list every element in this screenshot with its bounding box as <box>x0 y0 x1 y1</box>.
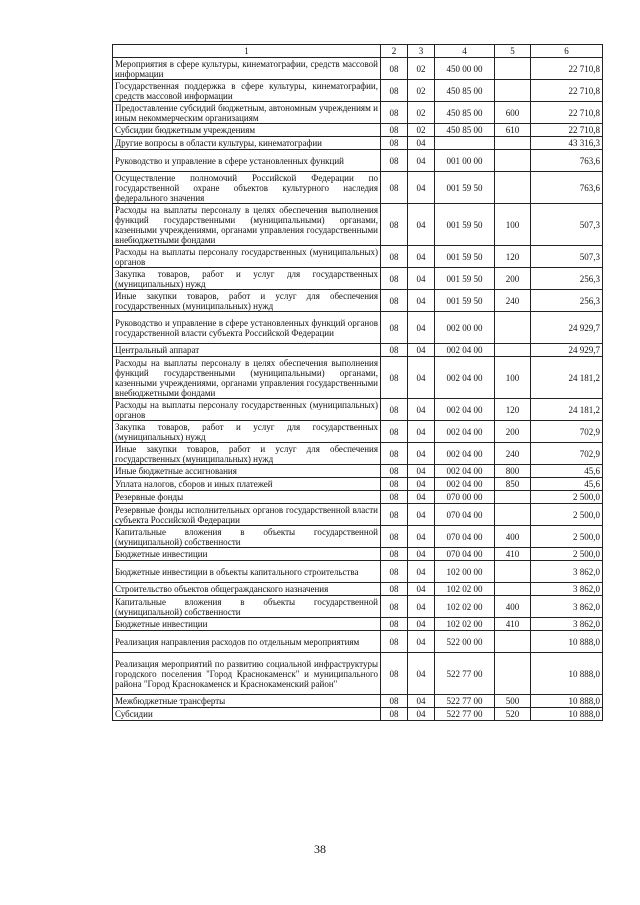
row-name: Субсидии бюджетным учреждениям <box>113 124 381 137</box>
row-subsection: 04 <box>408 150 435 172</box>
row-expense-type: 200 <box>495 268 531 290</box>
row-expense-type: 120 <box>495 246 531 268</box>
row-name: Мероприятия в сфере культуры, кинематографии, средств массовой информации <box>113 58 381 80</box>
table-row <box>113 708 603 721</box>
row-section: 08 <box>381 618 408 631</box>
row-target-item: 001 59 50 <box>435 172 495 204</box>
row-expense-type: 240 <box>495 290 531 312</box>
table-row <box>113 137 603 150</box>
table-row <box>113 653 603 695</box>
row-section: 08 <box>381 548 408 561</box>
row-amount: 256,3 <box>531 290 603 312</box>
budget-table <box>112 44 603 721</box>
row-amount: 507,3 <box>531 204 603 246</box>
row-name: Расходы на выплаты персоналу в целях обеспечения выполнения функций государственными (муниципальными) органами, казенными учреждениями, органами управления государственными внебюджетными фондами <box>113 204 381 246</box>
row-name: Субсидии <box>113 708 381 721</box>
row-target-item: 002 00 00 <box>435 312 495 344</box>
row-amount: 22 710,8 <box>531 124 603 137</box>
row-target-item: 450 85 00 <box>435 124 495 137</box>
row-section: 08 <box>381 102 408 124</box>
row-name: Строительство объектов общегражданского назначения <box>113 583 381 596</box>
table-row <box>113 312 603 344</box>
row-subsection: 02 <box>408 124 435 137</box>
row-name: Реализация мероприятий по развитию социальной инфраструктуры городского поселения "Город Краснокаменск" и муниципального района "Город Краснокаменск и Краснокаменский район" <box>113 653 381 695</box>
row-expense-type: 100 <box>495 204 531 246</box>
row-amount: 3 862,0 <box>531 561 603 583</box>
row-expense-type <box>495 491 531 504</box>
row-expense-type: 240 <box>495 443 531 465</box>
row-amount: 256,3 <box>531 268 603 290</box>
row-expense-type <box>495 561 531 583</box>
row-amount: 22 710,8 <box>531 102 603 124</box>
table-row <box>113 58 603 80</box>
row-amount: 43 316,3 <box>531 137 603 150</box>
row-section: 08 <box>381 58 408 80</box>
row-subsection: 02 <box>408 80 435 102</box>
row-name: Иные закупки товаров, работ и услуг для обеспечения государственных (муниципальных) нужд <box>113 443 381 465</box>
row-subsection: 04 <box>408 561 435 583</box>
row-section: 08 <box>381 312 408 344</box>
table-row <box>113 583 603 596</box>
row-name: Государственная поддержка в сфере культуры, кинематографии, средств массовой информации <box>113 80 381 102</box>
table-row <box>113 172 603 204</box>
table-row <box>113 596 603 618</box>
row-subsection: 04 <box>408 653 435 695</box>
row-amount: 3 862,0 <box>531 618 603 631</box>
row-expense-type: 200 <box>495 421 531 443</box>
header-section: 2 <box>381 45 408 58</box>
row-section: 08 <box>381 561 408 583</box>
row-target-item: 001 59 50 <box>435 268 495 290</box>
row-name: Капитальные вложения в объекты государственной (муниципальной) собственности <box>113 526 381 548</box>
row-target-item: 102 02 00 <box>435 583 495 596</box>
row-expense-type: 800 <box>495 465 531 478</box>
row-target-item: 450 85 00 <box>435 80 495 102</box>
row-section: 08 <box>381 465 408 478</box>
header-expense-type: 5 <box>495 45 531 58</box>
row-subsection: 04 <box>408 526 435 548</box>
row-amount: 3 862,0 <box>531 596 603 618</box>
row-section: 08 <box>381 596 408 618</box>
row-subsection: 04 <box>408 268 435 290</box>
table-row <box>113 246 603 268</box>
row-expense-type: 400 <box>495 526 531 548</box>
header-name: 1 <box>113 45 381 58</box>
row-name: Бюджетные инвестиции <box>113 548 381 561</box>
table-row <box>113 526 603 548</box>
row-name: Центральный аппарат <box>113 344 381 357</box>
row-target-item: 070 00 00 <box>435 491 495 504</box>
row-subsection: 04 <box>408 465 435 478</box>
row-amount: 2 500,0 <box>531 491 603 504</box>
table-row <box>113 421 603 443</box>
row-target-item: 102 02 00 <box>435 618 495 631</box>
row-section: 08 <box>381 124 408 137</box>
row-target-item: 001 00 00 <box>435 150 495 172</box>
table-row <box>113 290 603 312</box>
table-row <box>113 344 603 357</box>
row-amount: 2 500,0 <box>531 526 603 548</box>
row-subsection: 04 <box>408 290 435 312</box>
row-subsection: 04 <box>408 357 435 399</box>
row-name: Межбюджетные трансферты <box>113 695 381 708</box>
row-subsection: 04 <box>408 204 435 246</box>
row-section: 08 <box>381 290 408 312</box>
row-amount: 10 888,0 <box>531 631 603 653</box>
row-section: 08 <box>381 695 408 708</box>
row-name: Реализация направления расходов по отдельным мероприятиям <box>113 631 381 653</box>
row-subsection: 04 <box>408 246 435 268</box>
row-name: Расходы на выплаты персоналу государственных (муниципальных) органов <box>113 399 381 421</box>
row-name: Иные бюджетные ассигнования <box>113 465 381 478</box>
row-expense-type: 410 <box>495 618 531 631</box>
row-section: 08 <box>381 504 408 526</box>
row-target-item: 102 02 00 <box>435 596 495 618</box>
row-amount: 24 929,7 <box>531 312 603 344</box>
row-section: 08 <box>381 137 408 150</box>
row-target-item: 002 04 00 <box>435 478 495 491</box>
row-section: 08 <box>381 246 408 268</box>
row-target-item: 070 04 00 <box>435 548 495 561</box>
row-subsection: 04 <box>408 443 435 465</box>
row-target-item: 002 04 00 <box>435 443 495 465</box>
row-name: Расходы на выплаты персоналу государственных (муниципальных) органов <box>113 246 381 268</box>
row-target-item: 002 04 00 <box>435 344 495 357</box>
row-expense-type <box>495 172 531 204</box>
table-row <box>113 124 603 137</box>
row-amount: 763,6 <box>531 172 603 204</box>
row-amount: 2 500,0 <box>531 548 603 561</box>
row-name: Осуществление полномочий Российской Федерации по государственной охране объектов культурного наследия федерального значения <box>113 172 381 204</box>
row-amount: 3 862,0 <box>531 583 603 596</box>
row-subsection: 04 <box>408 312 435 344</box>
row-section: 08 <box>381 583 408 596</box>
row-subsection: 04 <box>408 583 435 596</box>
row-subsection: 04 <box>408 344 435 357</box>
row-subsection: 04 <box>408 548 435 561</box>
row-name: Предоставление субсидий бюджетным, автономным учреждениям и иным некоммерческим организациям <box>113 102 381 124</box>
row-expense-type: 610 <box>495 124 531 137</box>
row-expense-type: 850 <box>495 478 531 491</box>
table-row <box>113 443 603 465</box>
row-subsection: 04 <box>408 618 435 631</box>
row-subsection: 04 <box>408 399 435 421</box>
row-subsection: 04 <box>408 631 435 653</box>
row-amount: 507,3 <box>531 246 603 268</box>
row-section: 08 <box>381 344 408 357</box>
row-expense-type: 600 <box>495 102 531 124</box>
row-amount: 22 710,8 <box>531 58 603 80</box>
row-subsection: 02 <box>408 58 435 80</box>
row-name: Капитальные вложения в объекты государственной (муниципальной) собственности <box>113 596 381 618</box>
row-name: Руководство и управление в сфере установленных функций <box>113 150 381 172</box>
row-section: 08 <box>381 708 408 721</box>
row-expense-type <box>495 80 531 102</box>
row-name: Руководство и управление в сфере установленных функций органов государственной власти субъекта Российской Федерации <box>113 312 381 344</box>
row-expense-type <box>495 631 531 653</box>
row-target-item: 001 59 50 <box>435 204 495 246</box>
header-amount: 6 <box>531 45 603 58</box>
table-row <box>113 204 603 246</box>
row-target-item: 070 04 00 <box>435 504 495 526</box>
row-amount: 10 888,0 <box>531 708 603 721</box>
row-subsection: 04 <box>408 491 435 504</box>
row-expense-type: 100 <box>495 357 531 399</box>
row-expense-type: 400 <box>495 596 531 618</box>
row-subsection: 04 <box>408 708 435 721</box>
row-target-item: 522 77 00 <box>435 653 495 695</box>
table-row <box>113 399 603 421</box>
row-expense-type <box>495 653 531 695</box>
row-section: 08 <box>381 80 408 102</box>
row-section: 08 <box>381 150 408 172</box>
row-expense-type <box>495 137 531 150</box>
row-target-item: 450 85 00 <box>435 102 495 124</box>
table-row <box>113 268 603 290</box>
row-section: 08 <box>381 204 408 246</box>
row-target-item <box>435 137 495 150</box>
row-expense-type <box>495 312 531 344</box>
row-target-item: 002 04 00 <box>435 357 495 399</box>
row-name: Уплата налогов, сборов и иных платежей <box>113 478 381 491</box>
row-name: Бюджетные инвестиции в объекты капитального строительства <box>113 561 381 583</box>
row-subsection: 04 <box>408 478 435 491</box>
row-target-item: 102 00 00 <box>435 561 495 583</box>
table-row <box>113 618 603 631</box>
row-section: 08 <box>381 526 408 548</box>
row-subsection: 04 <box>408 504 435 526</box>
row-section: 08 <box>381 491 408 504</box>
row-expense-type <box>495 504 531 526</box>
table-row <box>113 631 603 653</box>
row-section: 08 <box>381 399 408 421</box>
row-name: Бюджетные инвестиции <box>113 618 381 631</box>
row-expense-type <box>495 583 531 596</box>
row-amount: 24 181,2 <box>531 399 603 421</box>
row-target-item: 450 00 00 <box>435 58 495 80</box>
row-amount: 702,9 <box>531 443 603 465</box>
row-expense-type <box>495 58 531 80</box>
row-section: 08 <box>381 357 408 399</box>
row-target-item: 001 59 50 <box>435 290 495 312</box>
row-target-item: 522 00 00 <box>435 631 495 653</box>
row-amount: 702,9 <box>531 421 603 443</box>
row-name: Закупка товаров, работ и услуг для государственных (муниципальных) нужд <box>113 268 381 290</box>
row-expense-type <box>495 150 531 172</box>
row-expense-type: 120 <box>495 399 531 421</box>
row-subsection: 04 <box>408 172 435 204</box>
row-amount: 45,6 <box>531 478 603 491</box>
row-subsection: 04 <box>408 137 435 150</box>
row-target-item: 522 77 00 <box>435 708 495 721</box>
row-expense-type: 410 <box>495 548 531 561</box>
row-section: 08 <box>381 421 408 443</box>
row-target-item: 002 04 00 <box>435 399 495 421</box>
table-row <box>113 504 603 526</box>
row-amount: 45,6 <box>531 465 603 478</box>
row-amount: 2 500,0 <box>531 504 603 526</box>
table-row <box>113 548 603 561</box>
table-row <box>113 561 603 583</box>
row-expense-type: 520 <box>495 708 531 721</box>
row-target-item: 002 04 00 <box>435 421 495 443</box>
row-subsection: 04 <box>408 421 435 443</box>
row-amount: 22 710,8 <box>531 80 603 102</box>
row-section: 08 <box>381 268 408 290</box>
header-subsection: 3 <box>408 45 435 58</box>
header-target-item: 4 <box>435 45 495 58</box>
row-amount: 10 888,0 <box>531 695 603 708</box>
row-name: Иные закупки товаров, работ и услуг для обеспечения государственных (муниципальных) нужд <box>113 290 381 312</box>
row-target-item: 070 04 00 <box>435 526 495 548</box>
row-subsection: 02 <box>408 102 435 124</box>
table-row <box>113 491 603 504</box>
table-row <box>113 478 603 491</box>
row-amount: 763,6 <box>531 150 603 172</box>
row-section: 08 <box>381 631 408 653</box>
row-name: Резервные фонды исполнительных органов государственной власти субъекта Российской Федерации <box>113 504 381 526</box>
row-section: 08 <box>381 443 408 465</box>
row-name: Другие вопросы в области культуры, кинематографии <box>113 137 381 150</box>
table-header-row <box>113 45 603 58</box>
row-subsection: 04 <box>408 596 435 618</box>
table-row <box>113 150 603 172</box>
table-row <box>113 357 603 399</box>
row-expense-type <box>495 344 531 357</box>
row-name: Закупка товаров, работ и услуг для государственных (муниципальных) нужд <box>113 421 381 443</box>
row-name: Расходы на выплаты персоналу в целях обеспечения выполнения функций государственными (муниципальными) органами, казенными учреждениями, органами управления государственными внебюджетными фондами <box>113 357 381 399</box>
row-amount: 24 929,7 <box>531 344 603 357</box>
row-target-item: 002 04 00 <box>435 465 495 478</box>
row-name: Резервные фонды <box>113 491 381 504</box>
row-amount: 24 181,2 <box>531 357 603 399</box>
row-target-item: 522 77 00 <box>435 695 495 708</box>
row-section: 08 <box>381 653 408 695</box>
row-expense-type: 500 <box>495 695 531 708</box>
row-subsection: 04 <box>408 695 435 708</box>
row-section: 08 <box>381 478 408 491</box>
page-number: 38 <box>314 842 326 856</box>
row-amount: 10 888,0 <box>531 653 603 695</box>
table-row <box>113 695 603 708</box>
table-row <box>113 80 603 102</box>
row-section: 08 <box>381 172 408 204</box>
row-target-item: 001 59 50 <box>435 246 495 268</box>
table-row <box>113 465 603 478</box>
table-row <box>113 102 603 124</box>
